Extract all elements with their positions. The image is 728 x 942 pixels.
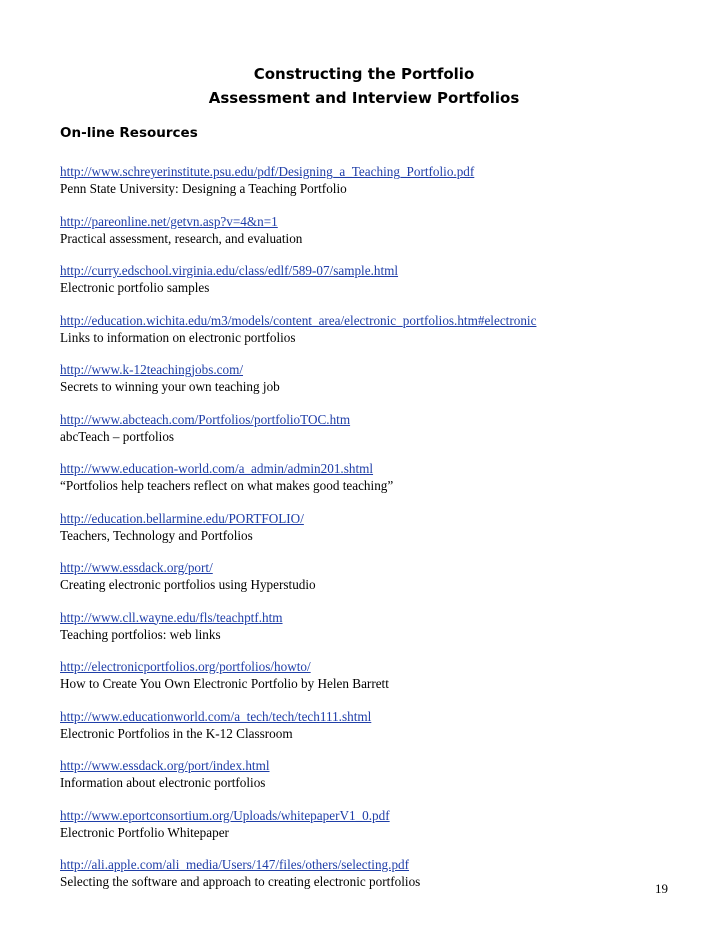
resource-entry — [60, 361, 700, 411]
resource-description: Penn State University: Designing a Teaching Portfolio — [60, 181, 347, 196]
resource-link[interactable]: http://www.schreyerinstitute.psu.edu/pdf/Designing_a_Teaching_Portfolio.pdf — [60, 164, 475, 179]
resource-link[interactable]: http://www.eportconsortium.org/Uploads/whitepaperV1_0.pdf — [60, 807, 390, 823]
resource-link[interactable]: http://www.k-12teachingjobs.com/ — [60, 362, 244, 377]
resource-description: How to Create You Own Electronic Portfolio by Helen Barrett — [60, 676, 389, 691]
resource-description: Teachers, Technology and Portfolios — [60, 527, 253, 543]
resource-entry — [60, 757, 700, 807]
resource-entry — [60, 262, 700, 312]
resource-entry — [60, 213, 700, 263]
resource-link[interactable]: http://www.essdack.org/port/ — [60, 560, 213, 575]
resource-link[interactable]: http://www.essdack.org/port/index.html — [60, 758, 270, 773]
resource-entry — [60, 510, 700, 560]
resource-description: Electronic portfolio samples — [60, 280, 210, 295]
resource-link[interactable]: http://pareonline.net/getvn.asp?v=4&n=1 — [60, 213, 278, 229]
resource-description: Teaching portfolios: web links — [60, 626, 221, 642]
resource-entry — [60, 163, 700, 213]
resource-link[interactable]: http://www.educationworld.com/a_tech/tech/tech111.shtml — [60, 708, 372, 724]
section-heading: On-line Resources — [60, 125, 198, 141]
resource-entry — [60, 609, 700, 659]
document-title: Constructing the Portfolio — [253, 65, 475, 83]
resource-entry — [60, 807, 700, 857]
resource-entry — [60, 708, 700, 758]
resource-link[interactable]: http://education.bellarmine.edu/PORTFOLIO/ — [60, 510, 304, 526]
resource-entry — [60, 856, 700, 906]
resource-description: Practical assessment, research, and evaluation — [60, 230, 303, 246]
resource-link[interactable]: http://electronicportfolios.org/portfolios/howto/ — [60, 659, 311, 674]
resource-description: Links to information on electronic portfolios — [60, 329, 296, 345]
resource-description: Electronic Portfolio Whitepaper — [60, 824, 229, 840]
resource-entry — [60, 411, 700, 461]
resource-entry — [60, 559, 700, 609]
resource-description: “Portfolios help teachers reflect on what makes good teaching” — [60, 478, 394, 493]
page-number: 19 — [655, 881, 668, 896]
resource-link[interactable]: http://curry.edschool.virginia.edu/class/edlf/589-07/sample.html — [60, 263, 399, 278]
resource-link[interactable]: http://www.education-world.com/a_admin/admin201.shtml — [60, 461, 374, 476]
document-subtitle: Assessment and Interview Portfolios — [208, 89, 520, 107]
resource-entry — [60, 460, 700, 510]
resource-description: abcTeach – portfolios — [60, 428, 175, 444]
resource-description: Information about electronic portfolios — [60, 775, 266, 790]
resource-list — [60, 163, 700, 906]
resource-entry — [60, 658, 700, 708]
resource-link[interactable]: http://education.wichita.edu/m3/models/content_area/electronic_portfolios.htm#electronic — [60, 312, 537, 328]
resource-description: Selecting the software and approach to creating electronic portfolios — [60, 874, 421, 889]
resource-description: Electronic Portfolios in the K-12 Classroom — [60, 725, 293, 741]
resource-description: Creating electronic portfolios using Hyperstudio — [60, 577, 316, 592]
resource-link[interactable]: http://www.abcteach.com/Portfolios/portfolioTOC.htm — [60, 411, 351, 427]
resource-link[interactable]: http://ali.apple.com/ali_media/Users/147/files/others/selecting.pdf — [60, 857, 410, 872]
resource-link[interactable]: http://www.cll.wayne.edu/fls/teachptf.htm — [60, 609, 283, 625]
resource-description: Secrets to winning your own teaching job — [60, 379, 280, 394]
resource-entry — [60, 312, 700, 362]
